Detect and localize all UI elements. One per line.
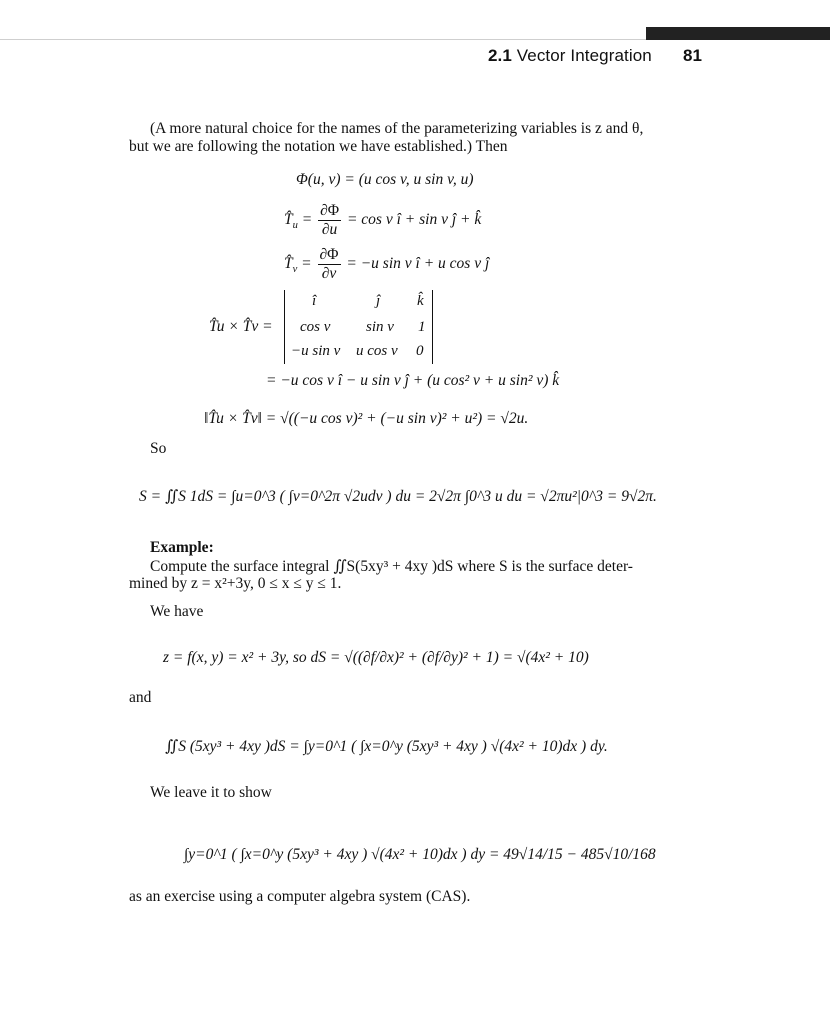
determinant-right-bar — [432, 290, 433, 364]
example-line-1: Compute the surface integral ∬S(5xy³ + 4xy )dS where S is the surface deter- — [150, 558, 633, 575]
determinant-left-bar — [284, 290, 285, 364]
det-cell: −u sin v — [291, 343, 341, 359]
paragraph-line-2: but we are following the notation we have established.) Then — [129, 138, 508, 155]
closing-text: as an exercise using a computer algebra system (CAS). — [129, 888, 471, 905]
we-leave-text: We leave it to show — [150, 784, 272, 801]
equation-surface-area: S = ∬S 1dS = ∫u=0^3 ( ∫v=0^2π √2udv ) du = 2√2π ∫0^3 u du = √2πu²|0^3 = 9√2π. — [139, 488, 657, 505]
header-black-block — [646, 27, 830, 40]
section-number: 2.1 — [488, 46, 512, 65]
word-and: and — [129, 689, 152, 706]
page-top-bar — [0, 0, 830, 40]
determinant-label: T̂u × T̂v = — [209, 318, 273, 335]
equation-tu — [284, 202, 481, 239]
section-title: Vector Integration — [516, 46, 652, 65]
det-cell: k̂ — [417, 293, 424, 309]
partial-fraction-u: $\frac{\partial\Phi}{\partial u}$ — [320, 202, 340, 238]
running-header — [488, 46, 652, 66]
det-cell: ĵ — [376, 293, 381, 309]
equation-integral-setup: ∬S (5xy³ + 4xy )dS = ∫y=0^1 ( ∫x=0^y (5xy³ + 4xy ) √(4x² + 10)dx ) dy. — [165, 738, 608, 755]
we-have-text: We have — [150, 603, 204, 620]
det-cell: 0 — [416, 343, 424, 359]
page-number: 81 — [683, 46, 702, 65]
det-cell: cos v — [300, 319, 331, 335]
word-so: So — [150, 440, 167, 457]
equation-phi: Φ(u, v) = (u cos v, u sin v, u) — [296, 171, 474, 188]
tv-symbol: $T̂_v$ = — [284, 255, 312, 276]
paragraph-line-1: (A more natural choice for the names of the parameterizing variables is z and θ, — [150, 120, 644, 137]
tu-rhs: = cos v î + sin v ĵ + k̂ — [346, 211, 482, 229]
det-cell: 1 — [418, 319, 426, 335]
det-cell: u cos v — [356, 343, 398, 359]
example-line-2: mined by z = x²+3y, 0 ≤ x ≤ y ≤ 1. — [129, 575, 342, 592]
equation-result: ∫y=0^1 ( ∫x=0^y (5xy³ + 4xy ) √(4x² + 10)dx ) dy = 49√14/15 − 485√10/168 — [184, 846, 656, 863]
equation-norm: ‖T̂u × T̂v‖ = √((−u cos v)² + (−u sin v)² + u²) = √2u. — [204, 410, 529, 427]
partial-fraction-v: $\frac{\partial\Phi}{\partial v}$ — [319, 246, 339, 282]
det-cell: sin v — [366, 319, 394, 335]
example-heading: Example: — [150, 539, 214, 556]
tv-rhs: = −u sin v î + u cos v ĵ — [346, 255, 490, 273]
det-cell: î — [312, 293, 317, 309]
equation-cross-result: = −u cos v î − u sin v ĵ + (u cos² v + u sin² v) k̂ — [266, 372, 560, 389]
tu-symbol: $T̂_u$ = — [284, 211, 313, 232]
equation-tv — [284, 246, 489, 283]
equation-ds: z = f(x, y) = x² + 3y, so dS = √((∂f/∂x)² + (∂f/∂y)² + 1) = √(4x² + 10) — [163, 649, 589, 666]
example-label: Example — [150, 539, 209, 556]
